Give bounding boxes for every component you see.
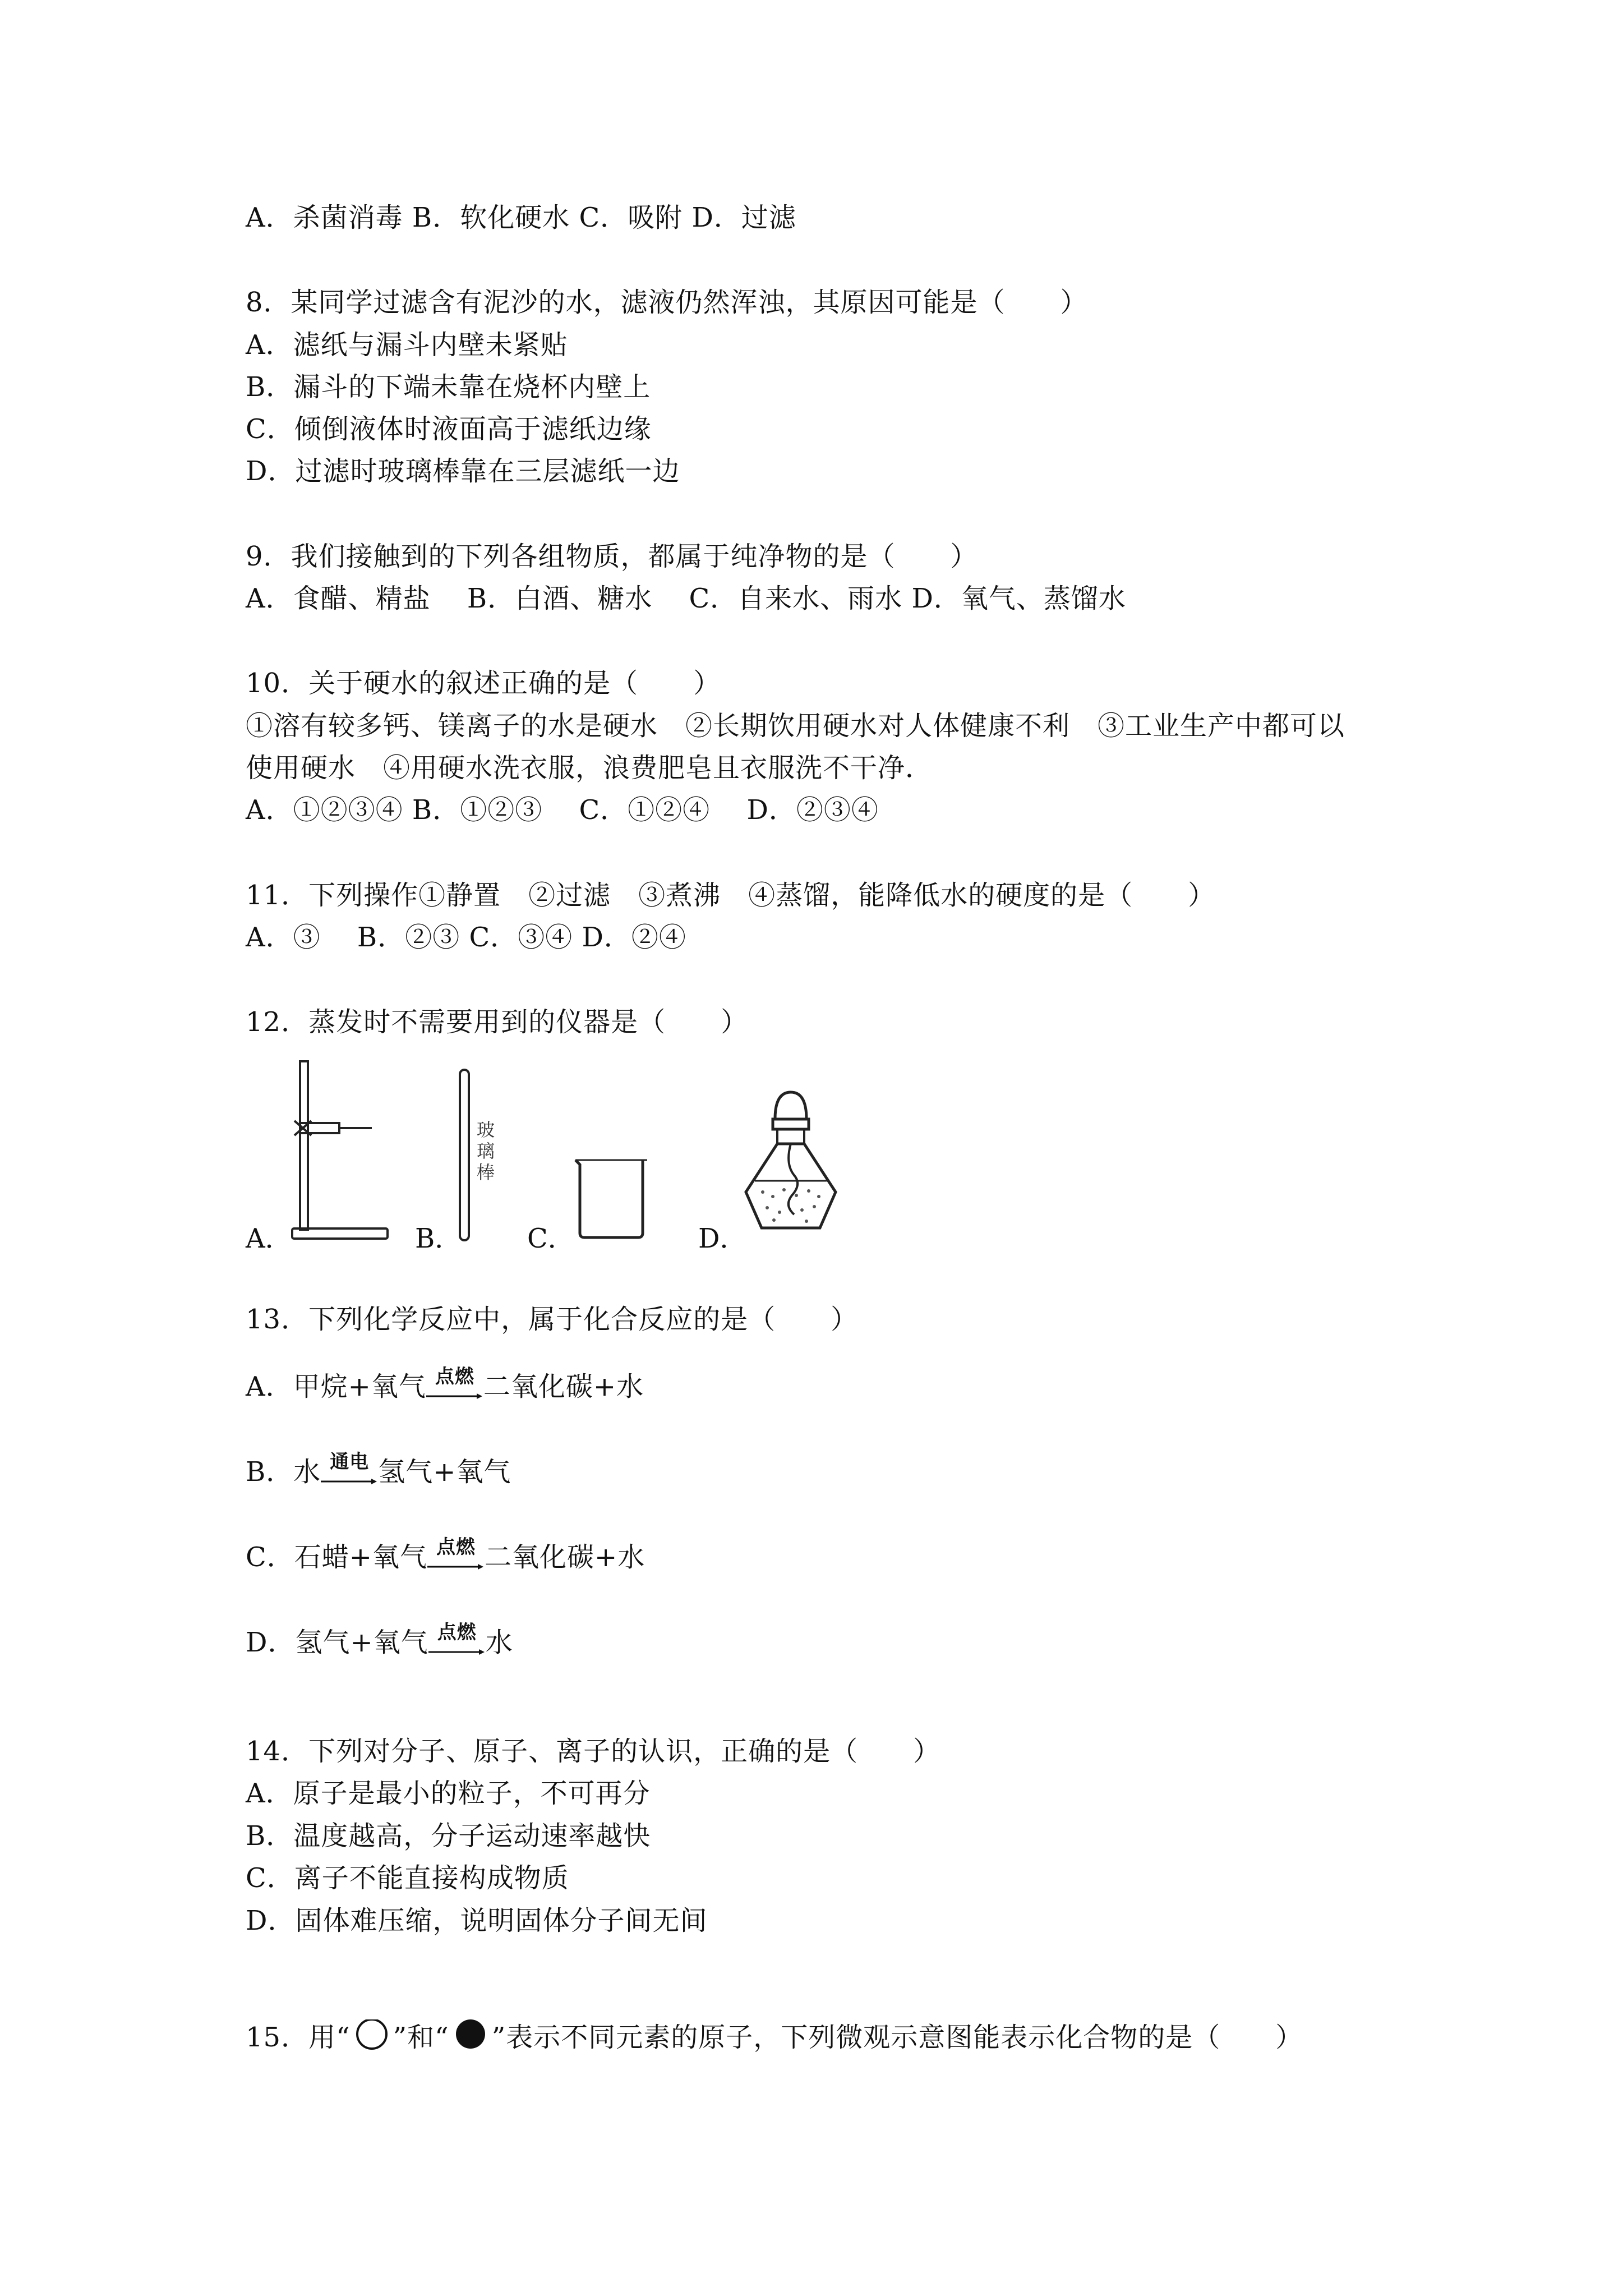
q11-options: A．③ B．②③ C．③④ D．②④ <box>246 922 686 953</box>
reaction-condition: 点燃 <box>435 1365 474 1388</box>
q13-option-a: A．甲烷+氧气 点燃 二氧化碳+水 <box>246 1369 644 1405</box>
q13-option-d: D．氢气+氧气 点燃 水 <box>246 1625 513 1660</box>
q14-stem: 14．下列对分子、原子、离子的认识，正确的是（ ） <box>246 1736 941 1767</box>
q13-stem: 13．下列化学反应中，属于化合反应的是（ ） <box>246 1304 859 1335</box>
q14-option-b: B．温度越高，分子运动速率越快 <box>246 1820 651 1852</box>
reaction-arrow <box>426 1365 483 1405</box>
reaction-arrow <box>428 1621 486 1660</box>
arrow-icon <box>427 1563 485 1571</box>
q8-option-c: C．倾倒液体时液面高于滤纸边缘 <box>246 413 652 445</box>
q13-option-c: C．石蜡+氧气 点燃 二氧化碳+水 <box>246 1539 645 1575</box>
q12-label-a: A． <box>246 1223 292 1254</box>
q10-options: A．①②③④ B．①②③ C．①②④ D．②③④ <box>246 794 879 826</box>
reaction-condition: 通电 <box>330 1451 370 1473</box>
q12-label-d: D． <box>698 1223 747 1254</box>
arrow-icon <box>428 1648 486 1656</box>
q13-option-b: B．水 通电 氢气+氧气 <box>246 1454 511 1490</box>
q9-options: A．食醋、精盐 B．白酒、糖水 C．自来水、雨水 D．氧气、蒸馏水 <box>246 583 1126 614</box>
solid-circle-atom-icon <box>449 2019 492 2055</box>
q14-option-d: D．固体难压缩，说明固体分子间无间 <box>246 1905 708 1936</box>
glass-rod-icon <box>457 1069 474 1243</box>
q7-options: A．杀菌消毒 B．软化硬水 C．吸附 D．过滤 <box>246 202 796 233</box>
q12-label-c: C． <box>527 1223 575 1254</box>
hollow-circle-atom-icon <box>351 2019 393 2055</box>
reaction-arrow <box>321 1451 378 1490</box>
q10-body-line2: 使用硬水 ④用硬水洗衣服，浪费肥皂且衣服洗不干净． <box>246 752 933 784</box>
q9-stem: 9．我们接触到的下列各组物质，都属于纯净物的是（ ） <box>246 541 978 572</box>
q14-option-c: C．离子不能直接构成物质 <box>246 1862 569 1894</box>
arrow-icon <box>321 1478 378 1485</box>
glass-rod-text: 玻 璃 棒 <box>477 1119 495 1183</box>
q11-stem: 11．下列操作①静置 ②过滤 ③煮沸 ④蒸馏，能降低水的硬度的是（ ） <box>246 880 1216 911</box>
iron-stand-icon <box>289 1060 395 1251</box>
q8-option-b: B．漏斗的下端未靠在烧杯内壁上 <box>246 371 651 403</box>
q10-stem: 10．关于硬水的叙述正确的是（ ） <box>246 668 721 699</box>
q14-option-a: A．原子是最小的粒子，不可再分 <box>246 1778 651 1809</box>
reaction-arrow <box>427 1536 485 1575</box>
q8-option-d: D．过滤时玻璃棒靠在三层滤纸一边 <box>246 455 680 487</box>
alcohol-lamp-icon <box>740 1085 841 1243</box>
q8-stem: 8．某同学过滤含有泥沙的水，滤液仍然浑浊，其原因可能是（ ） <box>246 287 1088 318</box>
reaction-condition: 点燃 <box>436 1536 476 1558</box>
reaction-condition: 点燃 <box>437 1621 477 1644</box>
q15-stem: 15．用“ ”和“ ”表示不同元素的原子，下列微观示意图能表示化合物的是（ ） <box>246 2019 1303 2055</box>
q12-stem: 12．蒸发时不需要用到的仪器是（ ） <box>246 1006 749 1038</box>
q8-option-a: A．滤纸与漏斗内壁未紧贴 <box>246 329 568 361</box>
q10-body-line1: ①溶有较多钙、镁离子的水是硬水 ②长期饮用硬水对人体健康不利 ③工业生产中都可以 <box>246 710 1345 742</box>
arrow-icon <box>426 1392 483 1400</box>
q12-label-b: B． <box>415 1223 462 1254</box>
beaker-icon <box>572 1156 651 1240</box>
